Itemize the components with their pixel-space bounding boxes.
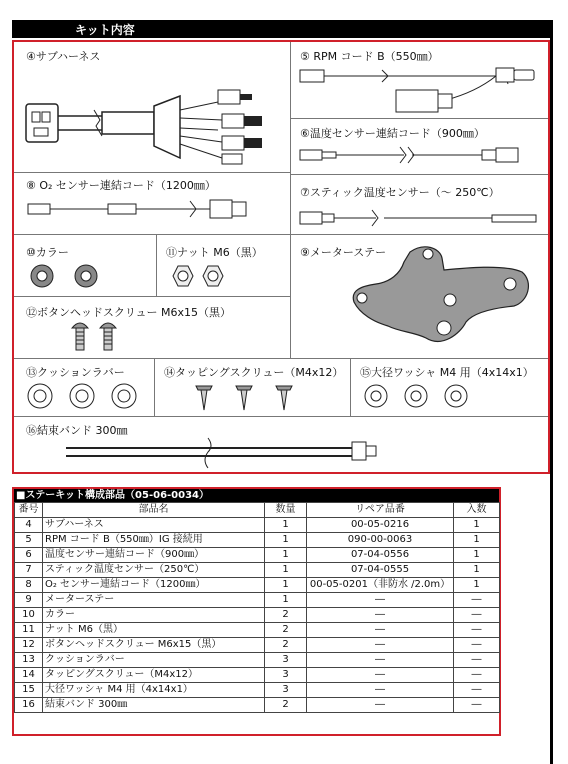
table-row: [15, 623, 500, 638]
cell-repair-number: 07-04-0556: [307, 548, 454, 563]
table-header-row: [15, 503, 500, 518]
button-screw-illustration: [66, 318, 146, 354]
table-row: [15, 593, 500, 608]
parts-table: [14, 502, 500, 713]
stick-sensor-illustration: [296, 202, 548, 232]
cell-repair-number: 07-04-0555: [307, 563, 454, 578]
cell-quantity: 1: [265, 548, 307, 563]
cell-pack-count: ―: [454, 653, 500, 668]
cell-number: 12: [15, 638, 43, 653]
cell-number: 15: [15, 683, 43, 698]
cell-quantity: 3: [265, 653, 307, 668]
table-row: [15, 668, 500, 683]
table-row: [15, 533, 500, 548]
cell-part-name: ナット M6（黒）: [43, 623, 265, 638]
label-cable-tie: ⑯結束バンド 300㎜: [26, 424, 128, 437]
table-row: [15, 578, 500, 593]
label-button-screw: ⑫ボタンヘッドスクリュー M6x15（黒）: [26, 306, 232, 319]
divider-cushion-tapping: [154, 358, 155, 416]
label-cushion-rubber: ⑬クッションラバー: [26, 366, 125, 379]
cell-number: 8: [15, 578, 43, 593]
label-stick-sensor: ⑦スティック温度センサー（～ 250℃）: [300, 186, 500, 199]
table-row: [15, 683, 500, 698]
nut-illustration: [164, 260, 288, 294]
cell-number: 5: [15, 533, 43, 548]
cell-quantity: 2: [265, 608, 307, 623]
cell-quantity: 1: [265, 593, 307, 608]
tapping-screw-illustration: [190, 380, 310, 414]
table-row: [15, 548, 500, 563]
cell-quantity: 2: [265, 623, 307, 638]
divider-row-cabletie: [14, 416, 548, 417]
cell-pack-count: ―: [454, 698, 500, 713]
header-repair-number: リペア品番: [307, 503, 454, 518]
cell-part-name: カラー: [43, 608, 265, 623]
cell-repair-number: ―: [307, 653, 454, 668]
table-row: [15, 638, 500, 653]
divider-rpm-temp: [290, 118, 548, 119]
label-o2-cord: ⑧ O₂ センサー連結コード（1200㎜）: [26, 179, 216, 192]
divider-nut-screw: [14, 296, 290, 297]
cell-part-name: サブハーネス: [43, 518, 265, 533]
cell-number: 10: [15, 608, 43, 623]
washer-illustration: [362, 380, 542, 414]
cell-repair-number: 00-05-0201（非防水 /2.0m）: [307, 578, 454, 593]
cell-pack-count: ―: [454, 623, 500, 638]
cell-part-name: ボタンヘッドスクリュー M6x15（黒）: [43, 638, 265, 653]
cell-repair-number: ―: [307, 623, 454, 638]
divider-vertical-main: [290, 42, 291, 358]
label-meter-stay: ⑨メーターステー: [300, 246, 387, 259]
cell-quantity: 1: [265, 563, 307, 578]
cell-part-name: タッピングスクリュー（M4x12）: [43, 668, 265, 683]
cell-pack-count: 1: [454, 578, 500, 593]
divider-collar-nut: [156, 234, 157, 296]
cell-number: 16: [15, 698, 43, 713]
collar-illustration: [24, 260, 152, 294]
label-rpm-cord: ⑤ RPM コード B（550㎜）: [300, 50, 439, 63]
label-washer: ⑮大径ワッシャ M4 用（4x14x1）: [360, 366, 534, 379]
cell-pack-count: ―: [454, 683, 500, 698]
cell-pack-count: ―: [454, 668, 500, 683]
cell-pack-count: 1: [454, 548, 500, 563]
cell-quantity: 1: [265, 533, 307, 548]
divider-row-collar: [14, 234, 548, 235]
header-quantity: 数量: [265, 503, 307, 518]
cell-quantity: 3: [265, 683, 307, 698]
divider-tapping-washer: [350, 358, 351, 416]
cell-pack-count: ―: [454, 593, 500, 608]
cell-quantity: 3: [265, 668, 307, 683]
cell-number: 13: [15, 653, 43, 668]
cell-part-name: メーターステー: [43, 593, 265, 608]
label-sub-harness: ④サブハーネス: [26, 50, 101, 63]
cell-part-name: RPM コード B（550㎜）IG 接続用: [43, 533, 265, 548]
label-tapping-screw: ⑭タッピングスクリュー（M4x12）: [164, 366, 344, 379]
cell-quantity: 1: [265, 578, 307, 593]
divider-row-cushion: [14, 358, 548, 359]
cell-pack-count: ―: [454, 608, 500, 623]
label-nut: ⑪ナット M6（黒）: [166, 246, 263, 259]
cell-number: 14: [15, 668, 43, 683]
cell-pack-count: 1: [454, 518, 500, 533]
cell-part-name: 温度センサー連結コード（900㎜）: [43, 548, 265, 563]
table-row: [15, 518, 500, 533]
meter-stay-illustration: [344, 242, 544, 354]
header-part-name: 部品名: [43, 503, 265, 518]
cell-part-name: O₂ センサー連結コード（1200㎜）: [43, 578, 265, 593]
cell-quantity: 2: [265, 698, 307, 713]
cell-pack-count: 1: [454, 563, 500, 578]
cell-part-name: 大径ワッシャ M4 用（4x14x1）: [43, 683, 265, 698]
cell-repair-number: ―: [307, 638, 454, 653]
table-row: [15, 563, 500, 578]
cell-repair-number: ―: [307, 668, 454, 683]
rpm-cord-illustration: [296, 62, 548, 118]
cell-pack-count: 1: [454, 533, 500, 548]
label-temp-sensor-cord: ⑥温度センサー連結コード（900㎜）: [300, 127, 485, 140]
cell-quantity: 2: [265, 638, 307, 653]
kit-contents-panel: [12, 40, 550, 474]
table-row: [15, 698, 500, 713]
cell-part-name: クッションラバー: [43, 653, 265, 668]
cell-repair-number: 00-05-0216: [307, 518, 454, 533]
cell-number: 9: [15, 593, 43, 608]
divider-temp-stick: [290, 174, 548, 175]
cell-quantity: 1: [265, 518, 307, 533]
sub-harness-illustration: [22, 66, 288, 170]
cell-part-name: 結束バンド 300㎜: [43, 698, 265, 713]
cell-repair-number: ―: [307, 698, 454, 713]
temp-cord-illustration: [296, 142, 548, 170]
header-pack-count: 入数: [454, 503, 500, 518]
parts-table-body: [15, 518, 500, 713]
cell-repair-number: ―: [307, 683, 454, 698]
divider-harness-o2: [14, 172, 290, 173]
cell-repair-number: ―: [307, 593, 454, 608]
table-row: [15, 653, 500, 668]
cell-pack-count: ―: [454, 638, 500, 653]
right-border-rule: [550, 20, 553, 764]
table-row: [15, 608, 500, 623]
cell-number: 6: [15, 548, 43, 563]
cell-repair-number: ―: [307, 608, 454, 623]
label-collar: ⑩カラー: [26, 246, 69, 259]
o2-cord-illustration: [22, 192, 288, 228]
cell-number: 4: [15, 518, 43, 533]
cell-number: 11: [15, 623, 43, 638]
cell-number: 7: [15, 563, 43, 578]
parts-list-title: ■ステーキット構成部品（05-06-0034）: [16, 490, 210, 501]
cable-tie-illustration: [62, 434, 402, 470]
cell-repair-number: 090-00-0063: [307, 533, 454, 548]
cell-part-name: スティック温度センサー（250℃）: [43, 563, 265, 578]
header-number: 番号: [15, 503, 43, 518]
cushion-rubber-illustration: [24, 380, 152, 414]
kit-header-title: キット内容: [75, 23, 135, 37]
